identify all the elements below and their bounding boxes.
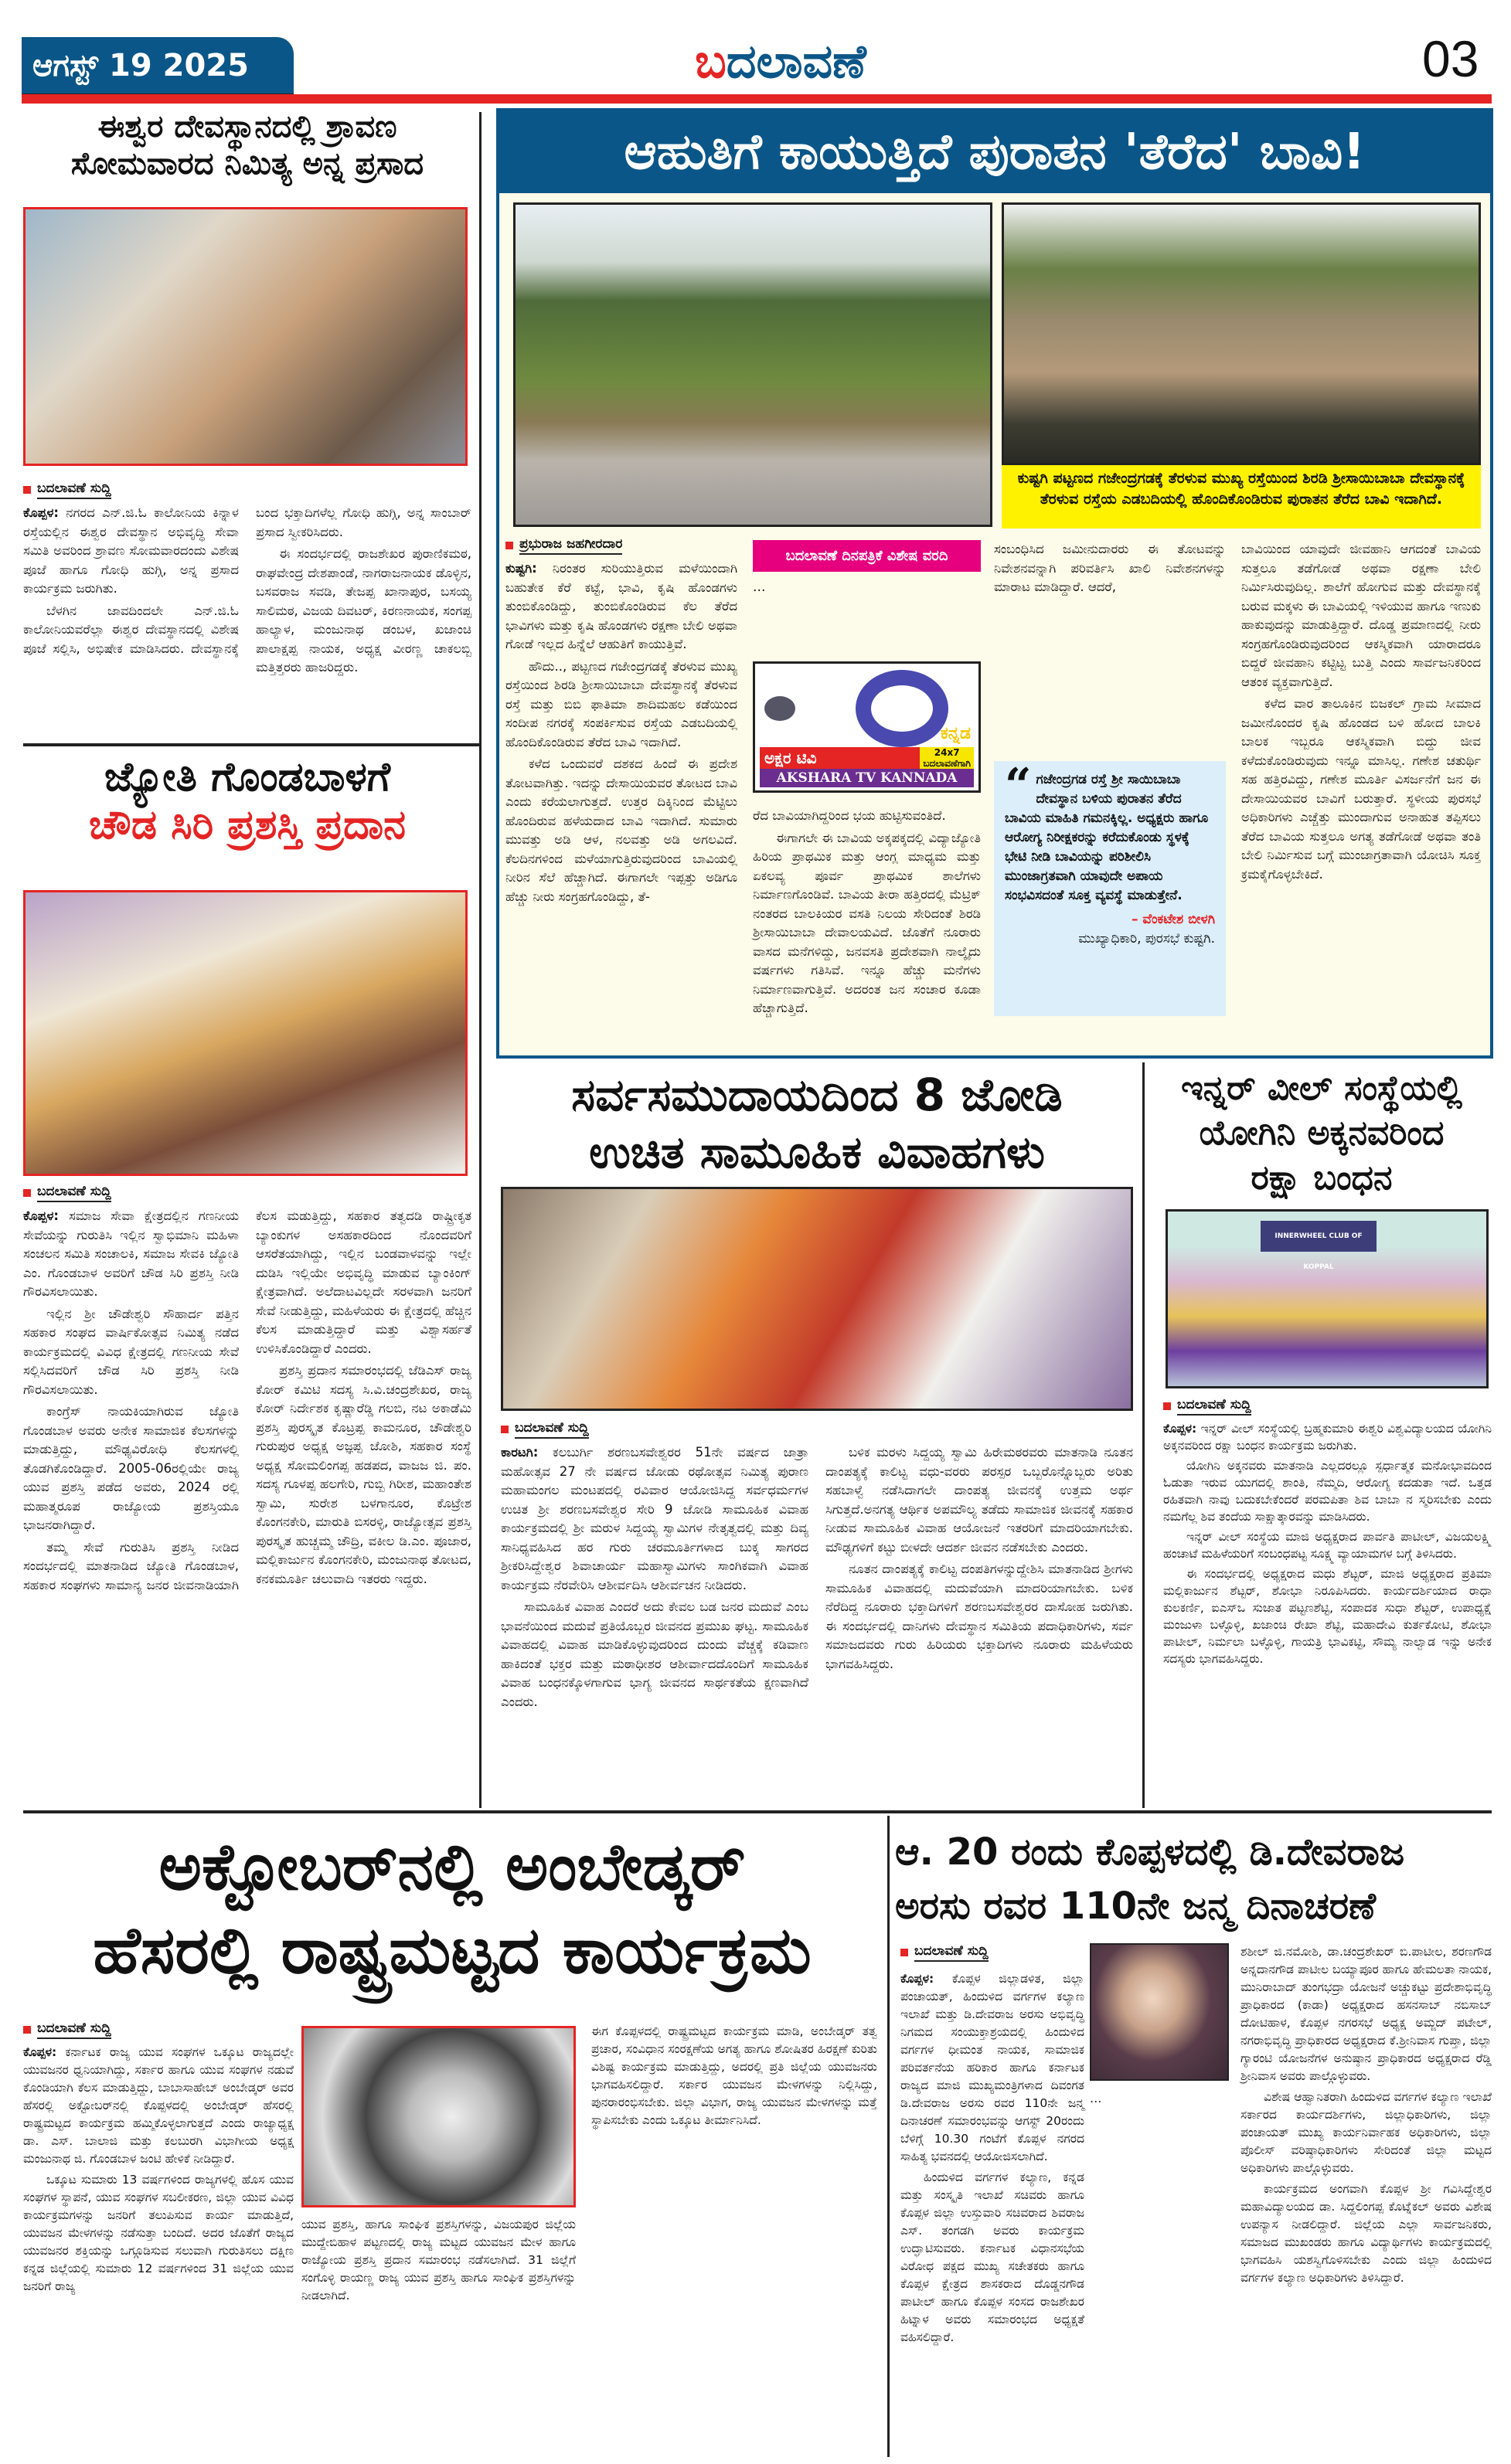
dateline: ಕೊಪ್ಪಳ: bbox=[23, 1208, 60, 1223]
devaraj-body-col2 bbox=[1240, 1943, 1492, 2453]
section-divider bbox=[23, 1810, 1492, 1813]
column-divider bbox=[1142, 1062, 1145, 1808]
paragraph: ಬೆಳಗಿನ ಜಾವದಿಂದಲೇ ಎನ್.ಜಿ.ಓ ಕಾಲೋನಿಯವರೆಲ್ಲಾ ಈಶ್ವರ ದೇವಸ್ಥಾನದಲ್ಲಿ ವಿಶೇಷ ಪೂಜೆ ಸಲ್ಲಿಸಿ, ಅಭಿಷೇಕ ಮಾಡಿಸಿದರು. ದೇವಸ್ಥಾನಕ್ಕೆ ಬಂದ ಭಕ್ತಾದಿಗಳೆಲ್ಲ ಗೋಧಿ ಹುಗ್ಗಿ, ಅನ್ನ ಸಾಂಬಾರ್ ಪ್ರಸಾದ ಸ್ವೀಕರಿಸಿದರು. bbox=[23, 505, 471, 656]
well-body-col2-top bbox=[753, 578, 981, 655]
paragraph: ಬಾವಿಯಿಂದ ಯಾವುದೇ ಜೀವಹಾನಿ ಆಗದಂತೆ ಬಾವಿಯ ಸುತ್ತಲೂ ತಡೆಗೋಡೆ ಅಥವಾ ರಕ್ಷಣಾ ಬೇಲಿ ನಿರ್ಮಿಸಿರುವುದಿಲ್ಲ. ಶಾಲೆಗೆ ಹೋಗುವ ಮತ್ತು ದೇವಸ್ಥಾನಕ್ಕೆ ಬರುವ ಮಕ್ಕಳು ಈ ಬಾವಿಯಲ್ಲಿ ಇಳಿಯುವ ಹಾಗೂ ಇಣುಕು ಹಾಕುವುದನ್ನು ಮಾಡುತ್ತಿದ್ದಾರೆ. ದೊಡ್ಡ ಪ್ರಮಾಣದಲ್ಲಿ ನೀರು ಸಂಗ್ರಹಗೊಂಡಿರುವುದರಿಂದ ಆಕಸ್ಮಿಕವಾಗಿ ಯಾರಾದರೂ ಬಿದ್ದರೆ ಜೀವಹಾನಿ ಕಟ್ಟಿಟ್ಟ ಬುತ್ತಿ ಎಂದು ಸಾರ್ವಜನಿಕರಿಂದ ಆತಂಕ ವ್ಯಕ್ತವಾಗುತ್ತಿದೆ. bbox=[1241, 542, 1481, 689]
mass-wedding-photo bbox=[501, 1187, 1133, 1411]
headline-line: ಹೆಸರಲ್ಲಿ ರಾಷ್ಟ್ರಮಟ್ಟದ ಕಾರ್ಯಕ್ರಮ bbox=[93, 1912, 812, 1988]
paragraph: ಕರ್ನಾಟಕ ರಾಜ್ಯ ಯುವ ಸಂಘಗಳ ಒಕ್ಕೂಟ ರಾಜ್ಯದಲ್ಲೇ ಯುವಜನರ ಧ್ವನಿಯಾಗಿದ್ದು, ಸರ್ಕಾರ ಹಾಗೂ ಯುವ ಸಂಘಗಳ ನಡುವೆ ಕೊಂಡಿಯಾಗಿ ಕೆಲಸ ಮಾಡುತ್ತಿದ್ದು, ಬಾಬಾಸಾಹೇಬ್ ಅಂಬೇಡ್ಕರ್ ಅವರ ಹೆಸರಲ್ಲಿ ಅಕ್ಟೋಬರ್‌ನಲ್ಲಿ ಕೊಪ್ಪಳದಲ್ಲಿ ಅಂಬೇಡ್ಕರ್ ಹೆಸರಲ್ಲಿ ರಾಷ್ಟ್ರಮಟ್ಟದ ಕಾರ್ಯಕ್ರಮ ಹಮ್ಮಿಕೊಳ್ಳಲಾಗುತ್ತದೆ ಎಂದು ರಾಜ್ಯಾಧ್ಯಕ್ಷ ಡಾ. ಎಸ್. ಬಾಲಾಜಿ ಮತ್ತು ಕಲಬುರಗಿ ವಿಭಾಗೀಯ ಅಧ್ಯಕ್ಷ ಮಂಜುನಾಥ ಜಿ. ಗೊಂಡಬಾಳ ಜಂಟಿ ಹೇಳಿಕೆ ನೀಡಿದ್ದಾರೆ. bbox=[23, 2045, 294, 2166]
headline-line: ಯೋಗಿನಿ ಅಕ್ಕನವರಿಂದ bbox=[1199, 1113, 1445, 1153]
microphone-icon bbox=[764, 696, 795, 721]
byline-text: ಬದಲಾವಣೆ ಸುದ್ದಿ bbox=[914, 1943, 989, 1962]
bullet-icon bbox=[900, 1949, 908, 1956]
marriage-body bbox=[501, 1443, 1133, 1803]
award-photo bbox=[23, 890, 468, 1176]
byline bbox=[23, 481, 471, 499]
well-body-col3 bbox=[994, 540, 1226, 756]
column-divider bbox=[479, 112, 482, 1808]
well-feature-box bbox=[496, 108, 1493, 1059]
byline bbox=[23, 1184, 471, 1202]
paragraph: ಇಲ್ಲಿನ ಶ್ರೀ ಚೌಡೇಶ್ವರಿ ಸೌಹಾರ್ದ ಪತ್ತಿನ ಸಹಕಾರ ಸಂಘದ ವಾರ್ಷಿಕೋತ್ಸವ ನಿಮಿತ್ಯ ನಡೆದ ಕಾರ್ಯಕ್ರಮದಲ್ಲಿ ವಿವಿಧ ಕ್ಷೇತ್ರದಲ್ಲಿ ಗಣನೀಯ ಸೇವೆ ಸಲ್ಲಿಸಿದವರಿಗೆ ಚೌಡ ಸಿರಿ ಪ್ರಶಸ್ತಿ ನೀಡಿ ಗೌರವಿಸಲಾಯಿತು. bbox=[23, 1306, 239, 1397]
issue-date: ಆಗಸ್ಟ್ 19 2025 bbox=[22, 37, 294, 96]
byline-text: ಬದಲಾವಣೆ ಸುದ್ದಿ bbox=[37, 1184, 111, 1202]
headline-line: ಸೋಮವಾರದ ನಿಮಿತ್ಯ ಅನ್ನ ಪ್ರಸಾದ bbox=[70, 146, 424, 182]
bullet-icon bbox=[505, 542, 513, 549]
paragraph: … bbox=[753, 579, 766, 594]
masthead-rest: ದಲಾವಣೆ bbox=[726, 35, 866, 89]
quote-author: – ವೆಂಕಟೇಶ ಬೀಳಗಿ bbox=[1132, 912, 1215, 927]
bullet-icon bbox=[501, 1426, 509, 1433]
section-divider bbox=[23, 743, 479, 746]
dateline: ಕೊಪ್ಪಳ: bbox=[23, 505, 60, 520]
paragraph: ಯುವ ಪ್ರಶಸ್ತಿ, ಹಾಗೂ ಸಾಂಘಿಕ ಪ್ರಶಸ್ತಿಗಳನ್ನು, ವಿಜಯಪುರ ಜಿಲ್ಲೆಯ ಮುದ್ದೇಬಿಹಾಳ ಪಟ್ಟಣದಲ್ಲಿ ರಾಜ್ಯ ಮಟ್ಟದ ಯುವಜನ ಮೇಳ ಹಾಗೂ ರಾಜ್ಯೋಯ ಪ್ರಶಸ್ತಿ ಪ್ರದಾನ ಸಮಾರಂಭ ನಡೆಸಲಾಗಿದೆ. 31 ಜಿಲ್ಲೆಗೆ ಸಂಗೊಳ್ಳಿ ರಾಯಣ್ಣ ರಾಜ್ಯ ಯುವ ಪ್ರಶಸ್ತಿ ಹಾಗೂ ಸಾಂಘಿಕ ಪ್ರಶಸ್ತಿಗಳನ್ನು ನೀಡಲಾಗಿದೆ. bbox=[301, 2218, 576, 2303]
tv-logo-english: AKSHARA TV KANNADA bbox=[760, 769, 974, 787]
roadside-photo bbox=[513, 202, 992, 527]
devaraj-headline bbox=[895, 1825, 1492, 1933]
tv-logo-brand: ಅಕ್ಷರ ಟಿವಿ bbox=[764, 749, 817, 767]
paragraph: ಕಲಬುರ್ಗಿ ಶರಣಬಸವೇಶ್ವರರ 51ನೇ ವರ್ಷದ ಜಾತ್ರಾ ಮಹೋತ್ಸವ 27 ನೇ ವರ್ಷದ ಜೋಡು ರಥೋತ್ಸವ ನಿಮಿತ್ಯ ಪುರಾಣ ಮಹಾಮಂಗಲ ಮಂಟಪದಲ್ಲಿ ರವಿವಾರ ಆಯೋಜಿಸಿದ್ದ ಸರ್ವಧರ್ಮಗಳ ಉಚಿತ ಶ್ರೀ ಶರಣಬಸವೇಶ್ವರ ಸೇರಿ 9 ಜೋಡಿ ಸಾಮೂಹಿಕ ವಿವಾಹ ಕಾರ್ಯಕ್ರಮದಲ್ಲಿ ಶ್ರೀ ಮರುಳ ಸಿದ್ದಯ್ಯ ಸ್ವಾಮಿಗಳ ನೇತೃತ್ವದಲ್ಲಿ ಮತ್ತು ದಿವ್ಯ ಸಾನಿಧ್ಯವಹಿಸಿದ ಹರ ಗುರು ಚರಮೂರ್ತಿಗಳಾದ ಬುಕ್ಕ ಸಾಗರದ ಶ್ರೀಕರಿಸಿದ್ದೇಶ್ವರ ಶಿವಾಚಾರ್ಯ ಮಹಾಸ್ವಾಮಿಗಳು ಸಾಂಗಿಕವಾಗಿ ವಿವಾಹ ಕಾರ್ಯಕ್ರಮ ನೆರವೇರಿಸಿ ಆಶೀರ್ವದಿಸಿ ಆಶೀರ್ವಚನ ನೀಡಿದರು. bbox=[501, 1445, 808, 1592]
bullet-icon bbox=[23, 486, 31, 494]
headline-line: ಉಚಿತ ಸಾಮೂಹಿಕ ವಿವಾಹಗಳು bbox=[589, 1126, 1045, 1178]
byline bbox=[505, 536, 737, 555]
paragraph: ಕಾಂಗ್ರೆಸ್ ನಾಯಕಿಯಾಗಿರುವ ಜ್ಯೋತಿ ಗೊಂಡಬಾಳ ಅವರು ಅನೇಕ ಸಾಮಾಜಿಕ ಕೆಲಸಗಳನ್ನು ಮಾಡುತ್ತಿದ್ದು, ಮೌಢ್ಯವಿರೋಧಿ ಕೆಲಸಗಳಲ್ಲಿ ತೊಡಗಿಕೊಂಡಿದ್ದಾರೆ. 2005-06ರಲ್ಲಿಯೇ ರಾಜ್ಯ ಯುವ ಪ್ರಶಸ್ತಿ ಪಡೆದ ಅವರು, 2024 ರಲ್ಲಿ ಮಹಾತ್ಮರೂಪ ರಾಜ್ಯೋಯ ಪ್ರಶಸ್ತಿಯೂ ಭಾಜನರಾಗಿದ್ದಾರೆ. bbox=[23, 1404, 239, 1532]
paragraph: ಕಾರ್ಯಕ್ರಮದ ಅಂಗವಾಗಿ ಕೊಪ್ಪಳ ಶ್ರೀ ಗವಿಸಿದ್ದೇಶ್ವರ ಮಹಾವಿದ್ಯಾಲಯದ ಡಾ. ಸಿದ್ದಲಿಂಗಪ್ಪ ಕೊಟ್ನೆಕಲ್ ಅವರು ವಿಶೇಷ ಉಪನ್ಯಾಸ ನೀಡಲಿದ್ದಾರೆ. ಜಿಲ್ಲೆಯ ಎಲ್ಲಾ ಸಾರ್ವಜನಿಕರು, ಸಮಾಜದ ಮುಖಂಡರು ಹಾಗೂ ವಿದ್ಯಾರ್ಥಿಗಳು ಕಾರ್ಯಕ್ರಮದಲ್ಲಿ ಭಾಗವಹಿಸಿ ಯಶಸ್ವಿಗೊಳಿಸಬೇಕು ಎಂದು ಜಿಲ್ಲಾ ಹಿಂದುಳಿದ ವರ್ಗಗಳ ಕಲ್ಯಾಣ ಅಧಿಕಾರಿಗಳು ತಿಳಿಸಿದ್ದಾರೆ. bbox=[1240, 2182, 1492, 2285]
dateline: ಕಾರಟಗಿ: bbox=[501, 1445, 539, 1460]
paragraph: ಈಗಾಗಲೇ ಈ ಬಾವಿಯ ಅಕ್ಕಪಕ್ಕದಲ್ಲಿ ವಿದ್ಯಾಜ್ಯೋತಿ ಹಿರಿಯ ಪ್ರಾಥಮಿಕ ಮತ್ತು ಆಂಗ್ಲ ಮಾಧ್ಯಮ ಮತ್ತು ಏಕಲವ್ಯ ಪೂರ್ವ ಪ್ರಾಥಮಿಕ ಶಾಲೆಗಳು ನಿರ್ಮಾಣಗೊಂಡಿವೆ. ಬಾವಿಯ ತೀರಾ ಹತ್ತಿರದಲ್ಲಿ ಮೆಟ್ರಿಕ್ ನಂತರದ ಬಾಲಕಿಯರ ವಸತಿ ನಿಲಯ ಸೇರಿದಂತೆ ಶಿರಡಿ ಶ್ರೀಸಾಯಿಬಾಬಾ ದೇವಾಲಯವಿದೆ. ಜೊತೆಗೆ ನೂರಾರು ವಾಸದ ಮನೆಗಳಿದ್ದು, ಜನವಸತಿ ಪ್ರದೇಶವಾಗಿ ನಾಲ್ಕೈದು ವರ್ಷಗಳು ಗತಿಸಿವೆ. ಇನ್ನೂ ಹೆಚ್ಚು ಮನೆಗಳು ನಿರ್ಮಾಣವಾಗುತ್ತಿವೆ. ಅದರಂತ ಜನ ಸಂಚಾರ ಕೂಡಾ ಹೆಚ್ಚಾಗುತ್ತಿದೆ. bbox=[753, 830, 981, 1015]
marriage-headline bbox=[496, 1066, 1138, 1181]
headline-line: ಅರಸು ರವರ 110ನೇ ಜನ್ಮ ದಿನಾಚರಣೆ bbox=[895, 1885, 1377, 1928]
well-photo bbox=[1002, 202, 1481, 465]
devaraj-body-col1b bbox=[1090, 2090, 1229, 2453]
paragraph: ನಿರಂತರ ಸುರಿಯುತ್ತಿರುವ ಮಳೆಯಿಂದಾಗಿ ಬಹುತೇಕ ಕೆರೆ ಕಟ್ಟೆ, ಭಾವಿ, ಕೃಷಿ ಹೊಂಡಗಳು ತುಂಬಿಕೊಂಡಿದ್ದು, ತುಂಬಿಕೊಂಡಿರುವ ಕೆಲ ತೆರೆದ ಭಾವಿಗಳು ಮತ್ತು ಕೃಷಿ ಹೊಂಡಗಳು ರಕ್ಷಣಾ ಬೇಲಿ ಅಥವಾ ಗೋಡೆ ಇಲ್ಲದ ಹಿನ್ನೆಲೆ ಆಹುತಿಗೆ ಕಾಯುತ್ತಿವೆ. bbox=[505, 561, 738, 651]
headline-line: ಅಕ್ಟೋಬರ್‌ನಲ್ಲಿ ಅಂಬೇಡ್ಕರ್ bbox=[158, 1829, 746, 1905]
dateline: ಕೊಪ್ಪಳ: bbox=[900, 1972, 934, 1986]
dateline: ಕೊಪ್ಪಳ: bbox=[23, 2045, 57, 2059]
headline-line: ಈಶ್ವರ ದೇವಸ್ಥಾನದಲ್ಲಿ ಶ್ರಾವಣ bbox=[97, 109, 397, 144]
club-banner: INNERWHEEL CLUB OF KOPPAL bbox=[1261, 1221, 1377, 1252]
paragraph: ಸಾಮೂಹಿಕ ವಿವಾಹ ಎಂದರೆ ಅದು ಕೇವಲ ಬಡ ಜನರ ಮದುವೆ ಎಂಬ ಭಾವನೆಯಿಂದ ಮದುವೆ ಪ್ರತಿಯೊಬ್ಬರ ಜೀವನದ ಪ್ರಮುಖ ಘಟ್ಟ. ಸಾಮೂಹಿಕ ವಿವಾಹದಲ್ಲಿ ವಿವಾಹ ಮಾಡಿಕೊಳ್ಳುವುದರಿಂದ ದುಂದು ವೆಚ್ಚಕ್ಕೆ ಕಡಿವಾಣ ಹಾಕಿದಂತೆ ಭಕ್ತರ ಮತ್ತು ಮಠಾಧೀಶರ ಆಶೀರ್ವಾದದೊಂದಿಗೆ ಸಾಮೂಹಿಕ ವಿವಾಹ ಬಂಧನಕ್ಕೊಳಗಾಗುವ ಭಾಗ್ಯ ಜೀವನದ ಸಾರ್ಥಕತೆಯ ಕ್ಷಣವಾಗಿದೆ ಎಂದರು. bbox=[501, 1599, 808, 1709]
paragraph: ರೆದ ಬಾವಿಯಾಗಿದ್ದರಿಂದ ಭಯ ಹುಟ್ಟಿಸುವಂತಿದೆ. bbox=[753, 808, 946, 823]
masthead-first-letter: ಬ bbox=[695, 35, 727, 89]
devaraj-urs-portrait bbox=[1090, 1943, 1229, 2081]
byline bbox=[900, 1943, 1086, 1962]
bullet-icon bbox=[1163, 1402, 1171, 1410]
paragraph: ನೂತನ ದಾಂಪತ್ಯಕ್ಕೆ ಕಾಲಿಟ್ಟ ದಂಪತಿಗಳನ್ನುದ್ದೇಶಿಸಿ ಮಾತನಾಡಿದ ಶ್ರೀಗಳು ಸಾಮೂಹಿಕ ವಿವಾಹದಲ್ಲಿ ಮದುವೆಯಾಗಿ ಮಾದರಿಯಾಗಬೇಕು. ಬಳಿಕ ನೆರೆದಿದ್ದ ನೂರಾರು ಭಕ್ತಾದಿಗಳಿಗೆ ಶರಣಬಸವೇಶ್ವರರ ದಾಸೋಹ ಜರುಗಿತು. ಈ ಸಂದರ್ಭದಲ್ಲಿ ದಾನಿಗಳು ದೇವಸ್ಥಾನ ಸಮಿತಿಯ ಪದಾಧಿಕಾರಿಗಳು, ಸರ್ವ ಸಮಾಜದವರು ಗುರು ಹಿರಿಯರು ಭಕ್ತಾದಿಗಳು ನೂರಾರು ಮಹಿಳೆಯರು ಭಾಗವಹಿಸಿದ್ದರು. bbox=[825, 1562, 1133, 1671]
headline-line: ಜ್ಯೋತಿ ಗೊಂಡಬಾಳಗೆ bbox=[104, 754, 390, 800]
byline bbox=[501, 1420, 1133, 1439]
byline bbox=[1163, 1397, 1492, 1416]
paragraph: ಹಿಂದುಳಿದ ವರ್ಗಗಳ ಕಲ್ಯಾಣ, ಕನ್ನಡ ಮತ್ತು ಸಂಸ್ಕೃತಿ ಇಲಾಖೆ ಸಚಿವರು ಹಾಗೂ ಕೊಪ್ಪಳ ಜಿಲ್ಲಾ ಉಸ್ತುವಾರಿ ಸಚಿವರಾದ ಶಿವರಾಜ ಎಸ್. ತಂಗಡಗಿ ಅವರು ಕಾರ್ಯಕ್ರಮ ಉದ್ಘಾಟಿಸುವರು. ಕರ್ನಾಟಕ ವಿಧಾನಸಭೆಯ ವಿರೋಧ ಪಕ್ಷದ ಮುಖ್ಯ ಸಚೇತಕರು ಹಾಗೂ ಕೊಪ್ಪಳ ಕ್ಷೇತ್ರದ ಶಾಸಕರಾದ ದೊಡ್ಡನಗೌಡ ಪಾಟೀಲ್ ಹಾಗೂ ಕೊಪ್ಪಳ ಸಂಸದ ರಾಜಶೇಖರ ಹಿಟ್ನಾಳ ಅವರು ಸಮಾರಂಭದ ಅಧ್ಯಕ್ಷತೆ ವಹಿಸಲಿದ್ದಾರೆ. bbox=[900, 2170, 1084, 2344]
annaprasada-body bbox=[23, 504, 471, 747]
official-quote-box bbox=[994, 761, 1226, 1016]
byline bbox=[23, 2020, 294, 2039]
paragraph: ಸಂಬಂಧಿಸಿದ ಜಮೀನುದಾರರು ಈ ತೋಟವನ್ನು ನಿವೇಶನವನ್ನಾಗಿ ಪರಿವರ್ತಿಸಿ ಖಾಲಿ ನಿವೇಶನಗಳನ್ನು ಮಾರಾಟ ಮಾಡಿದ್ದಾರೆ. ಆದರೆ, bbox=[994, 542, 1226, 594]
paragraph: ಕಳೆದ ಒಂದುವರೆ ದಶಕದ ಹಿಂದೆ ಈ ಪ್ರದೇಶ ತೋಟವಾಗಿತ್ತು. ಇದನ್ನು ದೇಸಾಯಿಯವರ ತೋಟದ ಬಾವಿ ಎಂದು ಕರೆಯಲಾಗುತ್ತದೆ. ಉತ್ತರ ದಿಕ್ಕಿನಿಂದ ಮೆಟ್ಟಿಲು ಹೊಂದಿರುವ ಹಳೆಯದಾದ ಬಾವಿ ಇದಾಗಿದೆ. ಸುಮಾರು ಮುವತ್ತು ಅಡಿ ಆಳ, ನಲವತ್ತು ಅಡಿ ಅಗಲವಿದೆ. ಕೆಲದಿನಗಳಿಂದ ಮಳೆಯಾಗುತ್ತಿರುವುದರಿಂದ ಬಾವಿಯಲ್ಲಿ ನೀರಿನ ಸೆಲೆ ಹೆಚ್ಚಾಗಿದೆ. ಈಗಾಗಲೇ ಇಪ್ಪತ್ತು ಅಡಿಗೂ ಹೆಚ್ಚು ನೀರು ಸಂಗ್ರಹಗೊಂಡಿದ್ದು, ತೆ- bbox=[505, 756, 737, 904]
tv-logo-tagline: ಬದಲಾವಣೆಗಾಗಿ bbox=[923, 758, 971, 769]
innerwheel-headline bbox=[1152, 1066, 1492, 1201]
paragraph: ಒಕ್ಕೂಟ ಸುಮಾರು 13 ವರ್ಷಗಳಿಂದ ರಾಜ್ಯಗಳಲ್ಲಿ ಹೊಸ ಯುವ ಸಂಘಗಳ ಸ್ಥಾಪನೆ, ಯುವ ಸಂಘಗಳ ಸಬಲೀಕರಣ, ಜಿಲ್ಲಾ ಯುವ ವಿವಿಧ ಕಾರ್ಯಕ್ರಮಗಳನ್ನು ಜನರಿಗೆ ತಲುಪಿಸುವ ಕಾರ್ಯ ಮಾಡುತ್ತಿದೆ, ಯುವಜನ ಮೇಳಗಳನ್ನು ನಡೆಸುತ್ತಾ ಬಂದಿದೆ. ಅದರ ಜೊತೆಗೆ ರಾಜ್ಯದ ಯುವಜನರ ಶಕ್ತಿಯನ್ನು ಒಗ್ಗೂಡಿಸುವ ಸಲುವಾಗಿ ಗುರುತಿಸಲು ದಕ್ಷಿಣ ಕನ್ನಡ ಜಿಲ್ಲೆಯಲ್ಲಿ ಸುಮಾರು 12 ವರ್ಷಗಳಿಂದ 31 ಜಿಲ್ಲೆಯ ಯುವ ಜನರಿಗೆ ರಾಜ್ಯ bbox=[23, 2173, 294, 2293]
special-report-label: ಬದಲಾವಣೆ ದಿನಪತ್ರಿಕೆ ವಿಶೇಷ ವರದಿ bbox=[753, 540, 981, 572]
quote-mark-icon: “ bbox=[1005, 759, 1032, 813]
tv-logo-kannada: ಕನ್ನಡ bbox=[940, 724, 971, 743]
well-headline: ಆಹುತಿಗೆ ಕಾಯುತ್ತಿದೆ ಪುರಾತನ 'ತೆರೆದ' ಬಾವಿ! bbox=[499, 111, 1490, 193]
jyothi-headline bbox=[23, 753, 471, 850]
byline-text: ಬದಲಾವಣೆ ಸುದ್ದಿ bbox=[37, 481, 111, 499]
headline-line: ರಕ್ಷಾ ಬಂಧನ bbox=[1251, 1158, 1393, 1198]
innerwheel-body bbox=[1163, 1420, 1492, 1799]
paragraph: ನಗರದ ಎನ್.ಜಿ.ಓ ಕಾಲೋನಿಯ ಕಿನ್ನಾಳ ರಸ್ತೆಯಲ್ಲಿನ ಈಶ್ವರ ದೇವಸ್ಥಾನ ಅಭಿವೃದ್ಧಿ ಸೇವಾ ಸಮಿತಿ ಅವರಿಂದ ಶ್ರಾವಣ ಸೋಮವಾರದಂದು ವಿಶೇಷ ಪೂಜೆ ಹಾಗೂ ಗೋಧಿ ಹುಗ್ಗಿ, ಅನ್ನ ಪ್ರಸಾದ ಕಾರ್ಯಕ್ರಮ ಜರುಗಿತು. bbox=[23, 505, 239, 596]
paragraph: ಈ ಸಂದರ್ಭದಲ್ಲಿ ಅಧ್ಯಕ್ಷರಾದ ಮಧು ಶೆಟ್ಟರ್, ಮಾಜಿ ಅಧ್ಯಕ್ಷರಾದ ಪ್ರತಿಮಾ ಮಲ್ಲಿಕಾರ್ಜುನ ಶೆಟ್ಟರ್, ಶೋಭಾ ನಿರೂಪಿಸಿದರು. ಕಾರ್ಯದರ್ಶಿಯಾದ ರಾಧಾ ಕುಲಕರ್ಣಿ, ಐಎಸ್ಒ ಸುಜಾತ ಪಟ್ಟಣಶೆಟ್ಟಿ, ಸಂಪಾದಕ ಸುಧಾ ಶೆಟ್ಟರ್, ಉಪಾಧ್ಯಕ್ಷೆ ಮಂಜುಳಾ ಬಳ್ಳೊಳ್ಳಿ, ಖಜಾಂಚಿ ರೇಖಾ ಶೆಟ್ಟಿ, ಮಹಾದೇವಿ ಕುರ್ತಕೋಟಿ, ಶೋಭಾ ಪಾಟೀಲ್, ನಿರ್ಮಲಾ ಬಳ್ಳೊಳ್ಳಿ, ಗಾಯತ್ರಿ ಭಾವಿಕಟ್ಟಿ, ಸೌಮ್ಯ ನಾಲ್ವಾಡ ಇನ್ನು ಅನೇಕ ಸದಸ್ಯರು ಭಾಗವಹಿಸಿದ್ದರು. bbox=[1163, 1567, 1492, 1666]
quote-author-role: ಮುಖ್ಯಾಧಿಕಾರಿ, ಪುರಸಭೆ ಕುಷ್ಟಗಿ. bbox=[1078, 931, 1215, 947]
paragraph: ತಮ್ಮ ಸೇವೆ ಗುರುತಿಸಿ ಪ್ರಶಸ್ತಿ ನೀಡಿದ ಸಂದರ್ಭದಲ್ಲಿ ಮಾತನಾಡಿದ ಜ್ಯೋತಿ ಗೊಂಡಬಾಳ, ಸಹಕಾರ ಸಂಘಗಳು ಸಾಮಾನ್ಯ ಜನರ ಜೀವನಾಡಿಯಾಗಿ ಕೆಲಸ ಮಡುತ್ತಿದ್ದು, ಸಹಕಾರ ತತ್ವದಡಿ ರಾಷ್ಟ್ರೀಕೃತ ಬ್ಯಾಂಕುಗಳ ಅಸಹಕಾರದಿಂದ ನೊಂದವರಿಗೆ ಆಸರೆತಯಾಗಿದ್ದು, ಇಲ್ಲಿನ ಬಂಡವಾಳವನ್ನು ಇಲ್ಲೇ ದುಡಿಸಿ ಇಲ್ಲಿಯೇ ಅಭಿವೃದ್ಧಿ ಮಾಡುವ ಬ್ಯಾಂಕಿಂಗ್ ಕ್ಷೇತ್ರವಾಗಿದೆ. ಅಲೆದಾಟವಿಲ್ಲದೇ ಸರಳವಾಗಿ ಜನರಿಗೆ ಸೇವೆ ನೀಡುತ್ತಿದ್ದು, ಮಹಿಳೆಯರು ಈ ಕ್ಷೇತ್ರದಲ್ಲಿ ಹೆಚ್ಚಿನ ಕೆಲಸ ಮಾಡುತ್ತಿದ್ದಾರೆ ಮತ್ತು ವಿಶ್ವಾಸರ್ಹತೆ ಉಳಿಸಿಕೊಂಡಿದ್ದಾರೆ ಎಂದರು. bbox=[23, 1208, 471, 1592]
masthead-logo bbox=[587, 31, 974, 93]
column-divider bbox=[887, 1816, 890, 2457]
paragraph: ಬಳಿಕ ಮರಳು ಸಿದ್ದಯ್ಯ ಸ್ವಾಮಿ ಹಿರೇಮಠರವರು ಮಾತನಾಡಿ ನೂತನ ದಾಂಪತ್ಯಕ್ಕೆ ಕಾಲಿಟ್ಟ ವಧು-ವರರು ಪರಸ್ಪರ ಒಬ್ಬರೊನ್ನೊಬ್ಬರು ಅರಿತು ಸಹಬಾಳ್ವೆ ನಡೆಸಿದಾಗಲೇ ದಾಂಪತ್ಯ ಜೀವನಕ್ಕೆ ಉತ್ತಮ ಅರ್ಥ ಸಿಗುತ್ತದೆ.ಅನಗತ್ಯ ಆರ್ಥಿಕ ಅಪಮೌಲ್ಯ ತಡೆದು ಸಾಮಾಜಿಕ ಜೀವನಕ್ಕೆ ಸಹಕಾರ ನೀಡುವ ಸಾಮೂಹಿಕ ವಿವಾಹ ಆಯೋಜನೆ ಇತರರಿಗೆ ಮಾದರಿಯಾಗಬೇಕು. ಮೌಢ್ಯಗಳಿಗೆ ಕಟ್ಟು ಬೀಳದೇ ಆದರ್ಶ ಜೀವನ ನಡೆಸಬೇಕು ಎಂದರು. bbox=[825, 1445, 1133, 1555]
paragraph: ಈ ಸಂದರ್ಭದಲ್ಲಿ ರಾಜಶೇಖರ ಪುರಾಣಿಕಮಠ, ರಾಘವೇಂದ್ರ ದೇಶಪಾಂಡೆ, ನಾಗರಾಜನಾಯಕ ಡೊಳ್ಳಿನ, ಬಸವರಾಜ ಸವಡಿ, ತೇಜಪ್ಪ ಖಾನಾಪುರ, ಬಸಯ್ಯ ಸಾಲಿಮಠ, ವಿಜಯ ದಿವಟರ್, ಕಿರಣನಾಯಕ, ಸಂಗಪ್ಪ ಹಾಲ್ಯಾಳ, ಮಂಜುನಾಥ ಡಂಬಳ, ಖಜಾಂಚಿ ಪಾಲಾಕ್ಷಪ್ಪ ನಾಯಕ, ಅಧ್ಯಕ್ಷ ವೀರಣ್ಣ ಚಾಕಲಬ್ಬಿ ಮತ್ತಿತ್ತರರು ಹಾಜರಿದ್ದರು. bbox=[256, 546, 471, 675]
headline-line: ಸರ್ವಸಮುದಾಯದಿಂದ 8 ಜೋಡಿ bbox=[571, 1069, 1063, 1121]
tv-logo-mark bbox=[856, 670, 948, 747]
byline-text: ಬದಲಾವಣೆ ಸುದ್ದಿ bbox=[37, 2020, 111, 2039]
ambedkar-headline bbox=[23, 1825, 881, 1992]
well-body-col2 bbox=[753, 807, 981, 1015]
annaprasada-photo bbox=[23, 207, 468, 466]
dateline: ಕೊಪ್ಪಳ: bbox=[1163, 1422, 1197, 1436]
paragraph: ಕೊಪ್ಪಳ ಜಿಲ್ಲಾಡಳಿತ, ಜಿಲ್ಲಾ ಪಂಚಾಯತ್, ಹಿಂದುಳಿದ ವರ್ಗಗಳ ಕಲ್ಯಾಣ ಇಲಾಖೆ ಮತ್ತು ಡಿ.ದೇವರಾಜ ಅರಸು ಅಭಿವೃದ್ಧಿ ನಿಗಮದ ಸಂಯುಕ್ತಾಶ್ರಯದಲ್ಲಿ ಹಿಂದುಳಿದ ವರ್ಗಗಳ ಧೀಮಂತ ನಾಯಕ, ಸಾಮಾಜಿಕ ಪರಿವರ್ತನೆಯ ಹರಿಕಾರ ಹಾಗೂ ಕರ್ನಾಟಕ ರಾಜ್ಯದ ಮಾಜಿ ಮುಖ್ಯಮಂತ್ರಿಗಳಾದ ದಿವಂಗತ ಡಿ.ದೇವರಾಜ ಅರಸು ರವರ 110ನೇ ಜನ್ಮ ದಿನಾಚರಣೆ ಸಮಾರಂಭವನ್ನು ಆಗಸ್ಟ್ 20ರಂದು ಬೆಳಿಗ್ಗೆ 10.30 ಗಂಟೆಗೆ ಕೊಪ್ಪಳ ನಗರದ ಸಾಹಿತ್ಯ ಭವನದಲ್ಲಿ ಆಯೋಜಿಸಲಾಗಿದೆ. bbox=[900, 1972, 1084, 2163]
byline-text: ಪ್ರಭುರಾಜ ಜಹಗೀರದಾರ bbox=[519, 536, 622, 555]
annaprasada-headline bbox=[23, 108, 471, 182]
bullet-icon bbox=[23, 1189, 31, 1197]
photo-caption: ಕುಷ್ಟಗಿ ಪಟ್ಟಣದ ಗಜೇಂದ್ರಗಡಕ್ಕೆ ತೆರಳುವ ಮುಖ್ಯ ರಸ್ತೆಯಿಂದ ಶಿರಡಿ ಶ್ರೀಸಾಯಿಬಾಬಾ ದೇವಸ್ಥಾನಕ್ಕೆ ತೆರಳುವ ರಸ್ತೆಯ ಎಡಬದಿಯಲ್ಲಿ ಹೊಂದಿಕೊಂಡಿರುವ ಪುರಾತನ ತೆರೆದ ಬಾವಿ ಇದಾಗಿದೆ. bbox=[1002, 465, 1481, 528]
byline-text: ಬದಲಾವಣೆ ಸುದ್ದಿ bbox=[515, 1420, 589, 1439]
paragraph: ವಿಶೇಷ ಆಹ್ವಾನಿತರಾಗಿ ಹಿಂದುಳಿದ ವರ್ಗಗಳ ಕಲ್ಯಾಣ ಇಲಾಖೆ ಸರ್ಕಾರದ ಕಾರ್ಯದರ್ಶಿಗಳು, ಜಿಲ್ಲಾಧಿಕಾರಿಗಳು, ಜಿಲ್ಲಾ ಪಂಚಾಯತ್ ಮುಖ್ಯ ಕಾರ್ಯನಿರ್ವಾಹಕ ಅಧಿಕಾರಿಗಳು, ಜಿಲ್ಲಾ ಪೊಲೀಸ್ ವರಿಷ್ಠಾಧಿಕಾರಿಗಳು ಸೇರಿದಂತೆ ಜಿಲ್ಲಾ ಮಟ್ಟದ ಅಧಿಕಾರಿಗಳು ಪಾಲ್ಗೊಳ್ಳುವರು. bbox=[1240, 2090, 1492, 2175]
well-body-col1 bbox=[505, 559, 737, 1031]
page-number: 03 bbox=[1422, 30, 1479, 87]
headline-line: ಇನ್ನರ್ ವೀಲ್ ಸಂಸ್ಥೆಯಲ್ಲಿ bbox=[1181, 1069, 1462, 1108]
innerwheel-group-photo bbox=[1166, 1209, 1489, 1388]
jyothi-body bbox=[23, 1207, 471, 1802]
paragraph: ಕಳೆದ ವಾರ ತಾಲೂಕಿನ ಬಿಜಕಲ್ ಗ್ರಾಮ ಸೀಮಾದ ಜಮೀನೊಂದರ ಕೃಷಿ ಹೊಂಡದ ಬಳಿ ಹೋದ ಬಾಲಕಿ ಬಾಲಕ ಇಬ್ಬರೂ ಆಕಸ್ಮಿಕವಾಗಿ ಬಿದ್ದು ಜೀವ ಕಳೆದುಕೊಂಡಿರುವುದು ಇನ್ನೂ ಮಾಸಿಲ್ಲ. ಗಣೇಶ ಚತುರ್ಥಿ ಸಹ ಹತ್ತಿರವಿದ್ದು, ಗಣೇಶ ಮೂರ್ತಿ ವಿಸರ್ಜನೆಗೆ ಜನ ಈ ದೇಸಾಯಿಯವರ ಬಾವಿಗೆ ಬರುತ್ತಾರೆ. ಸ್ಥಳೀಯ ಪುರಸಭೆ ಅಧಿಕಾರಿಗಳು ಎಚ್ಚೆತ್ತು ಮುಂದಾಗುವ ಅನಾಹುತ ತಪ್ಪಿಸಲು ತೆರೆದ ಬಾವಿಯ ಸುತ್ತಲೂ ಅಗತ್ಯ ತಡೆಗೋಡೆ ಅಥವಾ ತಂತಿ ಬೇಲಿ ನಿರ್ಮಿಸುವ ಬಗ್ಗೆ ಮುಂಜಾಗ್ರತಾವಾಗಿ ಯೋಚಿಸಿ ಸೂಕ್ತ ಕ್ರಮಕೈಗೊಳ್ಳಬೇಕಿದೆ. bbox=[1241, 696, 1481, 882]
ambedkar-body-col3 bbox=[591, 2023, 877, 2456]
paragraph: ಶಶೀಲ್ ಜಿ.ನಮೋಶಿ, ಡಾ.ಚಂದ್ರಶೇಖರ್ ಬಿ.ಪಾಟೀಲ, ಶರಣಗೌಡ ಅನ್ನದಾನಗೌಡ ಪಾಟೀಲ ಬಯ್ಯಾಪೂರ ಹಾಗೂ ಹೇಮಲತಾ ನಾಯಕ, ಮುನಿರಾಬಾದ್ ತುಂಗಭದ್ರಾ ಯೋಜನೆ ಅಚ್ಚುಕಟ್ಟು ಪ್ರದೇಶಾಭಿವೃದ್ಧಿ ಪ್ರಾಧಿಕಾರದ (ಕಾಡಾ) ಅಧ್ಯಕ್ಷರಾದ ಹಸನಸಾಬ್ ನಬಿಸಾಬ್ ದೋಟಿಹಾಳ, ಕೊಪ್ಪಳ ನಗರಸಭೆ ಅಧ್ಯಕ್ಷ ಅಮ್ಜದ್ ಪಟೇಲ್, ನಗರಾಭಿವೃದ್ಧಿ ಪ್ರಾಧಿಕಾರದ ಅಧ್ಯಕ್ಷರಾದ ಕೆ.ಶ್ರೀನಿವಾಸ ಗುಪ್ತಾ, ಜಿಲ್ಲಾ ಗ್ಯಾರಂಟಿ ಯೋಜನೆಗಳ ಅನುಷ್ಠಾನ ಪ್ರಾಧಿಕಾರದ ಅಧ್ಯಕ್ಷರಾದ ರೆಡ್ಡಿ ಶ್ರೀನಿವಾಸ ಅವರು ಪಾಲ್ಗೊಳ್ಳುವರು. bbox=[1240, 1945, 1492, 2083]
devaraj-body-col1 bbox=[900, 1970, 1084, 2453]
ambedkar-body-col1 bbox=[23, 2044, 294, 2453]
headline-line: ಆ. 20 ರಂದು ಕೊಪ್ಪಳದಲ್ಲಿ ಡಿ.ದೇವರಾಜ bbox=[895, 1830, 1405, 1874]
quote-text: ಗಜೇಂದ್ರಗಡ ರಸ್ತೆ ಶ್ರೀ ಸಾಯಿಬಾಬಾ ದೇವಸ್ಥಾನ ಬಳಿಯ ಪುರಾತನ ತೆರೆದ ಬಾವಿಯ ಮಾಹಿತಿ ಗಮನಕ್ಕಿಲ್ಲ. ಅಧ್ಯಕ್ಷರು ಹಾಗೂ ಆರೋಗ್ಯ ನಿರೀಕ್ಷಕರನ್ನು ಕರೆದುಕೊಂಡು ಸ್ಥಳಕ್ಕೆ ಭೇಟಿ ನೀಡಿ ಬಾವಿಯನ್ನು ಪರಿಶೀಲಿಸಿ ಮುಂಜಾಗ್ರತವಾಗಿ ಯಾವುದೇ ಅಪಾಯ ಸಂಭವಿಸದಂತೆ ಸೂಕ್ತ ವ್ಯವಸ್ಥೆ ಮಾಡುತ್ತೇನೆ. bbox=[1005, 772, 1209, 903]
well-body-col4 bbox=[1241, 540, 1481, 1050]
paragraph: ಸಮಾಜ ಸೇವಾ ಕ್ಷೇತ್ರದಲ್ಲಿನ ಗಣನೀಯ ಸೇವೆಯನ್ನು ಗುರುತಿಸಿ ಇಲ್ಲಿನ ಸ್ವಾಭಿಮಾನಿ ಮಹಿಳಾ ಸಂಚಲನ ಸಮಿತಿ ಸಂಚಾಲಕಿ, ಸಮಾಜ ಸೇವಕಿ ಜ್ಯೋತಿ ಎಂ. ಗೊಂಡಬಾಳ ಅವರಿಗೆ ಚೌಡ ಸಿರಿ ಪ್ರಶಸ್ತಿ ನೀಡಿ ಗೌರವಿಸಲಾಯಿತು. bbox=[23, 1208, 239, 1299]
paragraph: ಹೌದು.., ಪಟ್ಟಣದ ಗಜೇಂದ್ರಗಡಕ್ಕೆ ತೆರಳುವ ಮುಖ್ಯ ರಸ್ತೆಯಿಂದ ಶಿರಡಿ ಶ್ರೀಸಾಯಿಬಾಬಾ ದೇವಸ್ಥಾನಕ್ಕೆ ತೆರಳುವ ರಸ್ತೆ ಮತ್ತು ಬಿಬಿ ಫಾತಿಮಾ ಶಾದಿಮಹಲ ಕಡೆಯಿಂದ ಸಂದೀಪ ನಗರಕ್ಕೆ ಸಂಪರ್ಕಿಸುವ ರಸ್ತೆಯ ಎಡಬದಿಯಲ್ಲಿ ಹೊಂದಿಕೊಂಡಿರುವ ತೆರೆದ ಬಾವಿ ಇದಾಗಿದೆ. bbox=[505, 658, 737, 749]
akshara-tv-logo bbox=[753, 661, 981, 793]
dateline: ಕುಷ್ಟಗಿ: bbox=[505, 561, 537, 576]
header-divider bbox=[22, 94, 1492, 104]
tv-logo-hours: 24x7 bbox=[934, 747, 960, 758]
paragraph: ಇನ್ನರ್ ವೀಲ್ ಸಂಸ್ಥೆಯಲ್ಲಿ ಬ್ರಹ್ಮಕುಮಾರಿ ಈಶ್ವರಿ ವಿಶ್ವವಿದ್ಯಾಲಯದ ಯೋಗಿನಿ ಅಕ್ಕನವರಿಂದ ರಕ್ಷಾ ಬಂಧನ ಕಾರ್ಯಕ್ರಮ ಜರುಗಿತು. bbox=[1163, 1422, 1492, 1453]
bullet-icon bbox=[23, 2026, 31, 2034]
paragraph: ಈಗ ಕೊಪ್ಪಳದಲ್ಲಿ ರಾಷ್ಟ್ರಮಟ್ಟದ ಕಾರ್ಯಕ್ರಮ ಮಾಡಿ, ಅಂಬೇಡ್ಕರ್ ತತ್ವ ಪ್ರಚಾರ, ಸಂವಿಧಾನ ಸಂರಕ್ಷಣೆಯ ಅಗತ್ಯ ಹಾಗೂ ಶೋಷಿತರ ಹಿರಕ್ಷಣೆ ಕುರಿತು ವಿಶಿಷ್ಟ ಕಾರ್ಯಕ್ರಮ ಮಾಡುತ್ತಿದ್ದು, ಅದರಲ್ಲಿ ಪ್ರತಿ ಜಿಲ್ಲೆಯ ಯುವಜನರು ಭಾಗವಹಿಸಲಿದ್ದಾರೆ. ಸರ್ಕಾರ ಯುವಜನ ಮೇಳಗಳನ್ನು ನಿಲ್ಲಿಸಿದ್ದು, ಪುನರಾರಂಭಿಸಬೇಕು. ಜಿಲ್ಲಾ ವಿಭಾಗ, ರಾಜ್ಯ ಯುವಜನ ಮೇಳಗಳನ್ನು ಮತ್ತೆ ಸ್ಥಾಪಿಸಬೇಕು ಎಂದು ಒಕ್ಕೂಟ ತೀರ್ಮಾನಿಸಿದೆ. bbox=[591, 2024, 877, 2127]
ambedkar-body-col2 bbox=[301, 2216, 576, 2452]
paragraph: ಇನ್ನರ್ ವೀಲ್ ಸಂಸ್ಥೆಯ ಮಾಜಿ ಅಧ್ಯಕ್ಷರಾದ ಪಾರ್ವತಿ ಪಾಟೀಲ್, ವಿಜಯಲಕ್ಷ್ಮಿ ಹಂಚಾಟೆ ಮಹಿಳೆಯರಿಗೆ ಸಂಬಂಧಪಟ್ಟ ಸೂಕ್ಷ್ಮ ವ್ಯಾಯಾಮಗಳ ಬಗ್ಗೆ ತಿಳಿಸಿದರು. bbox=[1163, 1530, 1492, 1561]
ambedkar-photo bbox=[301, 2026, 576, 2207]
byline-text: ಬದಲಾವಣೆ ಸುದ್ದಿ bbox=[1177, 1397, 1251, 1416]
headline-line-red: ಚೌಡ ಸಿರಿ ಪ್ರಶಸ್ತಿ ಪ್ರದಾನ bbox=[89, 802, 406, 849]
paragraph: ಪ್ರಶಸ್ತಿ ಪ್ರದಾನ ಸಮಾರಂಭದಲ್ಲಿ ಜೆಡಿಎಸ್ ರಾಜ್ಯ ಕೋರ್ ಕಮಿಟಿ ಸದಸ್ಯ ಸಿ.ವಿ.ಚಂದ್ರಶೇಖರ, ರಾಜ್ಯ ಕೋರ್ ನಿರ್ದೇಶಕ ಕೃಷ್ಣಾರೆಡ್ಡಿ ಗಲಬಿ, ನಟ ಅಕಾಡೆಮಿ ಪ್ರಶಸ್ತಿ ಪುರಸ್ಕೃತ ಕೊಟ್ರಪ್ಪ ಕಾಮನೂರ, ಚೌಡೇಶ್ವರಿ ಗುರುಪುರ ಅಧ್ಯಕ್ಷ ಅಜ್ಞಪ್ಪ ಜೋಶಿ, ಸಹಕಾರ ಸಂಸ್ಥೆ ಅಧ್ಯಕ್ಷ ಸೋಮಲಿಂಗಪ್ಪ ಹಡಪದ, ವಾಜಜ ಜಿ. ಪಂ. ಸದಸ್ಯ ಗೂಳಪ್ಪ ಹಲಗೇರಿ, ಗುಬ್ಬಿ ಗಿರೀಶ, ಮಹಾಂತೇಶ ಸ್ವಾಮಿ, ಸುರೇಶ ಬಳಗಾನೂರ, ಕೊಟ್ರೇಶ ಕೊಂಗನಕೇರಿ, ಮಾರುತಿ ಬಿಸರಳ್ಳಿ, ರಾಜ್ಯೋತ್ಸವ ಪ್ರಶಸ್ತಿ ಪುರಸ್ಕೃತ ಹುಚ್ಚಮ್ಮ ಚೌದ್ರಿ, ವಕೀಲ ಡಿ.ಎಂ. ಪೂಜಾರ, ಮಲ್ಲಿಕಾರ್ಜುನ ಕೊಂಗನಕೇರಿ, ಮಂಜುನಾಥ ತೋಟದ, ಕನಕಮೂರ್ತಿ ಚಲುವಾದಿ ಇತರರು ಇದ್ದರು. bbox=[256, 1363, 471, 1586]
paragraph: … bbox=[1090, 2092, 1102, 2105]
paragraph: ಯೋಗಿನಿ ಅಕ್ಕನವರು ಮಾತನಾಡಿ ಎಲ್ಲದರಲ್ಲೂ ಸ್ಪರ್ಧಾತ್ಮಕ ಮನೋಭಾವದಿಂದ ಓಡುತಾ ಇರುವ ಯುಗದಲ್ಲಿ ಶಾಂತಿ, ನೆಮ್ಮದಿ, ಆರೋಗ್ಯ ಕದಡುತಾ ಇದೆ. ಒತ್ತಡ ರಹಿತವಾಗಿ ನಾವು ಬದುಕಬೇಕೆಂದರೆ ಪರಮಪಿತಾ ಶಿವ ಬಾಬಾ ನ ಸ್ಮರಿಸಬೇಕು ಎಂದು ನಮಗೆಲ್ಲ ಶಿವ ತಂದೆಯ ಸಾಕ್ಷಾತ್ಕಾರವನ್ನು ಮಾಡಿಸಿದರು. bbox=[1163, 1459, 1492, 1524]
